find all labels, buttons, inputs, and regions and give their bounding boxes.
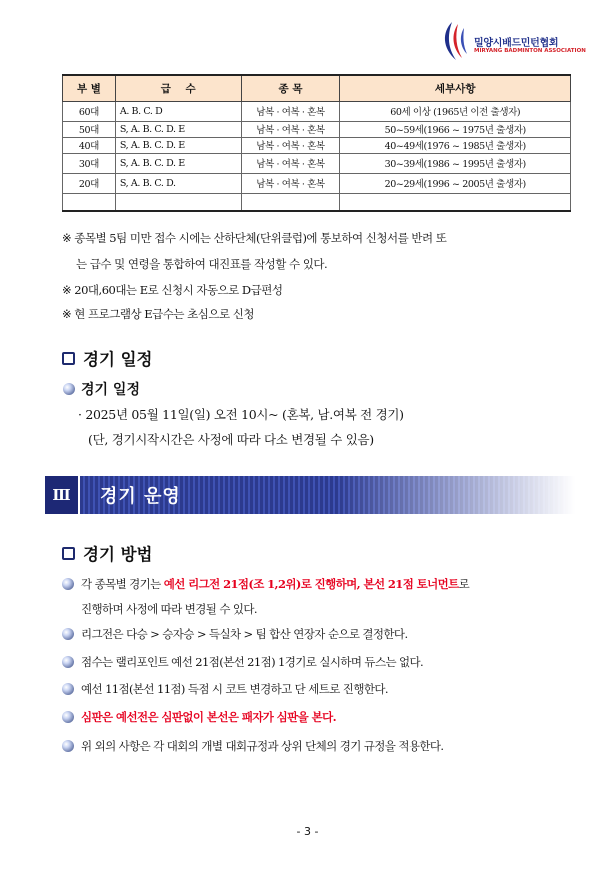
- table-cell: 30대: [63, 153, 116, 173]
- table-cell: [241, 193, 340, 211]
- note-1-continued: 는 급수 및 연령을 통합하여 대진표를 작성할 수 있다.: [76, 257, 328, 271]
- checkbox-square-icon: [62, 352, 75, 365]
- rule-1-highlight: 예선 리그전 21점(조 1,2위)로 진행하며, 본선 21점 토너먼트: [163, 577, 459, 591]
- rule-4: [62, 681, 388, 697]
- rule-5-text: 심판은 예선전은 심판없이 본선은 패자가 심판을 본다.: [81, 710, 337, 724]
- rule-6: [62, 738, 443, 754]
- sphere-bullet-icon: [62, 683, 74, 695]
- table-row: [63, 121, 571, 137]
- table-cell: 남복 · 여복 · 혼복: [241, 121, 340, 137]
- table-row: [63, 137, 571, 153]
- sphere-bullet-icon: [62, 578, 74, 590]
- table-cell: S, A. B. C. D.: [115, 173, 241, 193]
- rule-2: [62, 626, 408, 642]
- rule-3-text: 점수는 랠리포인트 예선 21점(본선 21점) 1경기로 실시하며 듀스는 없다.: [81, 655, 424, 669]
- schedule-section-heading: [62, 346, 153, 370]
- table-row-empty: [63, 193, 571, 211]
- rule-1-text: [81, 576, 469, 592]
- logo-korean-name: 밀양시배드민턴협회: [474, 38, 559, 49]
- rule-1-continued: 진행하며 사정에 따라 변경될 수 있다.: [81, 602, 257, 616]
- note-mark: ※: [62, 231, 72, 245]
- table-cell: 50~59세(1966 ~ 1975년 출생자): [340, 121, 571, 137]
- table-cell: 50대: [63, 121, 116, 137]
- note-mark: ※: [62, 307, 72, 321]
- table-cell: 40대: [63, 137, 116, 153]
- table-cell: S, A. B. C. D. E: [115, 137, 241, 153]
- note-3: [62, 306, 254, 322]
- sphere-bullet-icon: [62, 656, 74, 668]
- sphere-bullet-icon: [63, 383, 75, 395]
- rule-3: [62, 654, 423, 670]
- table-row: [63, 173, 571, 193]
- note-mark: ※: [62, 283, 72, 297]
- checkbox-square-icon: [62, 547, 75, 560]
- table-cell: 30~39세(1986 ~ 1995년 출생자): [340, 153, 571, 173]
- table-header-row: [63, 75, 571, 101]
- rule-1-intro: 각 종목별 경기는: [81, 577, 164, 591]
- chapter-number: Ⅲ: [45, 476, 80, 514]
- table-cell: [340, 193, 571, 211]
- header-division: 부 별: [63, 75, 116, 101]
- rule-4-text: 예선 11점(본선 11점) 득점 시 코트 변경하고 단 세트로 진행한다.: [81, 682, 388, 696]
- table-cell: 남복 · 여복 · 혼복: [241, 153, 340, 173]
- schedule-subtitle: 경기 일정: [81, 382, 140, 398]
- method-section-heading: [62, 541, 153, 565]
- note-2: [62, 282, 282, 298]
- table-cell: S, A. B. C. D. E: [115, 153, 241, 173]
- table-cell: 남복 · 여복 · 혼복: [241, 173, 340, 193]
- rule-1: [62, 576, 469, 592]
- table-cell: 20~29세(1996 ~ 2005년 출생자): [340, 173, 571, 193]
- header-details: 세부사항: [340, 75, 571, 101]
- association-logo: [438, 20, 588, 62]
- sphere-bullet-icon: [62, 711, 74, 723]
- sphere-bullet-icon: [62, 740, 74, 752]
- logo-english-name: MIRYANG BADMINTON ASSOCIATION: [474, 48, 586, 54]
- table-cell: [63, 193, 116, 211]
- table-cell: 40~49세(1976 ~ 1985년 출생자): [340, 137, 571, 153]
- table-cell: 남복 · 여복 · 혼복: [241, 137, 340, 153]
- table-row: [63, 101, 571, 121]
- header-grade: 급 수: [115, 75, 241, 101]
- note-1-text: 종목별 5팀 미만 접수 시에는 산하단체(단위클럽)에 통보하여 신청서를 반려 또: [74, 231, 447, 245]
- sphere-bullet-icon: [62, 628, 74, 640]
- rule-6-text: 위 외의 사항은 각 대회의 개별 대회규정과 상위 단체의 경기 규정을 적용한다.: [81, 739, 444, 753]
- chapter-title: 경기 운영: [100, 486, 181, 507]
- table-cell: [115, 193, 241, 211]
- shuttlecock-logo-icon: [438, 20, 472, 62]
- note-2-text: 20대,60대는 E로 신청시 자동으로 D급편성: [74, 283, 283, 297]
- schedule-subheading: [63, 379, 140, 399]
- division-table: [62, 74, 571, 212]
- note-3-text: 현 프로그램상 E급수는 초심으로 신청: [74, 307, 254, 321]
- table-cell: A. B. C. D: [115, 101, 241, 121]
- table-cell: 60세 이상 (1965년 이전 출생자): [340, 101, 571, 121]
- table-cell: 남복 · 여복 · 혼복: [241, 101, 340, 121]
- rule-2-text: 리그전은 다승 > 승자승 > 득실차 > 팀 합산 연장자 순으로 결정한다.: [81, 627, 408, 641]
- table-row: [63, 153, 571, 173]
- note-1: [62, 230, 446, 246]
- table-cell: 60대: [63, 101, 116, 121]
- schedule-date-line: · 2025년 05월 11일(일) 오전 10시~ (혼복, 남.여복 전 경기): [78, 407, 404, 422]
- rule-1-suffix: 로: [458, 577, 470, 591]
- header-event: 종 목: [241, 75, 340, 101]
- schedule-note-line: (단, 경기시작시간은 사정에 따라 다소 변경될 수 있음): [88, 432, 374, 447]
- table-cell: 20대: [63, 173, 116, 193]
- page-number: - 3 -: [296, 825, 319, 838]
- table-cell: S, A. B. C. D. E: [115, 121, 241, 137]
- rule-5: [62, 709, 336, 725]
- method-section-title: 경기 방법: [83, 545, 153, 564]
- schedule-section-title: 경기 일정: [83, 350, 153, 369]
